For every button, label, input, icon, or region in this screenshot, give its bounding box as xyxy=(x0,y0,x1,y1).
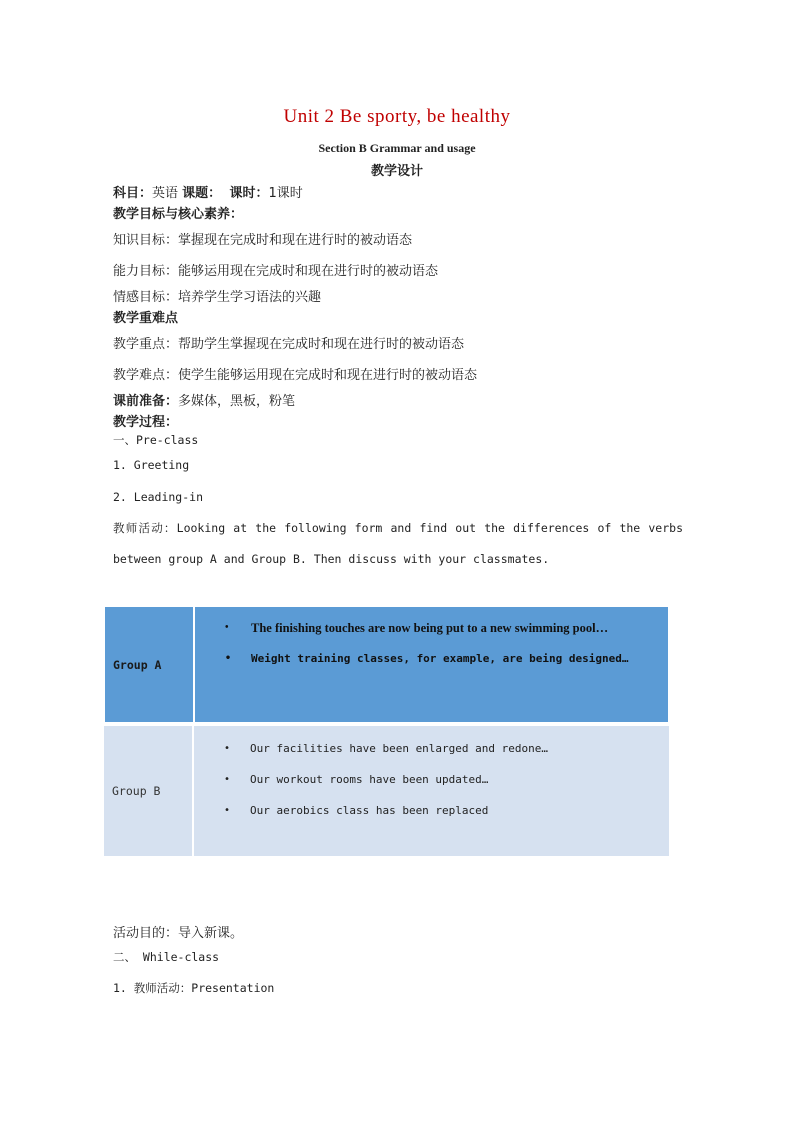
process-heading: 教学过程： xyxy=(113,415,179,430)
list-item: • Our facilities have been enlarged and redone… xyxy=(194,736,669,767)
section-pre-class: 一、Pre-class xyxy=(113,433,199,447)
group-b-items xyxy=(194,726,669,856)
list-item: • Our aerobics class has been replaced xyxy=(194,798,669,829)
topic-label: 课题： xyxy=(182,186,222,201)
group-a-items xyxy=(195,607,668,722)
list-item: • The finishing touches are now being put to a new swimming pool… xyxy=(195,615,668,646)
period-label: 课时： xyxy=(229,186,269,201)
step-presentation: 1. 教师活动：Presentation xyxy=(113,981,275,995)
objective-knowledge: 知识目标：掌握现在完成时和现在进行时的被动语态 xyxy=(113,233,413,248)
step-leading-in: 2. Leading-in xyxy=(113,490,204,504)
activity-purpose: 活动目的：导入新课。 xyxy=(113,926,244,941)
group-b-label: Group B xyxy=(104,726,194,856)
step-greeting: 1. Greeting xyxy=(113,458,190,472)
teacher-activity: 教师活动：Looking at the following form and find out the differences of the verbs between group A and Group B. Then discuss with your classmates. xyxy=(113,521,683,566)
page-subtitle: Section B Grammar and usage xyxy=(318,141,476,155)
key-point-focus: 教学重点：帮助学生掌握现在完成时和现在进行时的被动语态 xyxy=(113,337,465,352)
key-points-heading: 教学重难点 xyxy=(113,311,179,326)
prep-label: 课前准备： xyxy=(113,394,179,409)
period-value: 1课时 xyxy=(268,186,303,201)
key-point-difficulty: 教学难点：使学生能够运用现在完成时和现在进行时的被动语态 xyxy=(113,368,478,383)
subject-value: 英语 xyxy=(152,186,179,201)
subject-label: 科目： xyxy=(113,186,153,201)
objective-ability: 能力目标：能够运用现在完成时和现在进行时的被动语态 xyxy=(113,264,439,279)
table-row-group-b xyxy=(104,726,669,856)
list-item: • Weight training classes, for example, are being designed… xyxy=(195,646,668,677)
table-row-group-a xyxy=(104,606,669,723)
prep-line xyxy=(113,390,295,409)
group-a-label: Group A xyxy=(105,607,195,722)
objectives-heading: 教学目标与核心素养： xyxy=(113,207,244,222)
prep-value: 多媒体，黑板，粉笔 xyxy=(178,394,296,409)
section-while-class: 二、 While-class xyxy=(113,950,220,964)
comparison-table xyxy=(104,606,669,856)
page-title: Unit 2 Be sporty, be healthy xyxy=(283,106,511,127)
list-item: • Our workout rooms have been updated… xyxy=(194,767,669,798)
meta-line xyxy=(113,182,303,201)
design-heading: 教学设计 xyxy=(370,164,423,179)
objective-emotion: 情感目标：培养学生学习语法的兴趣 xyxy=(113,290,322,305)
